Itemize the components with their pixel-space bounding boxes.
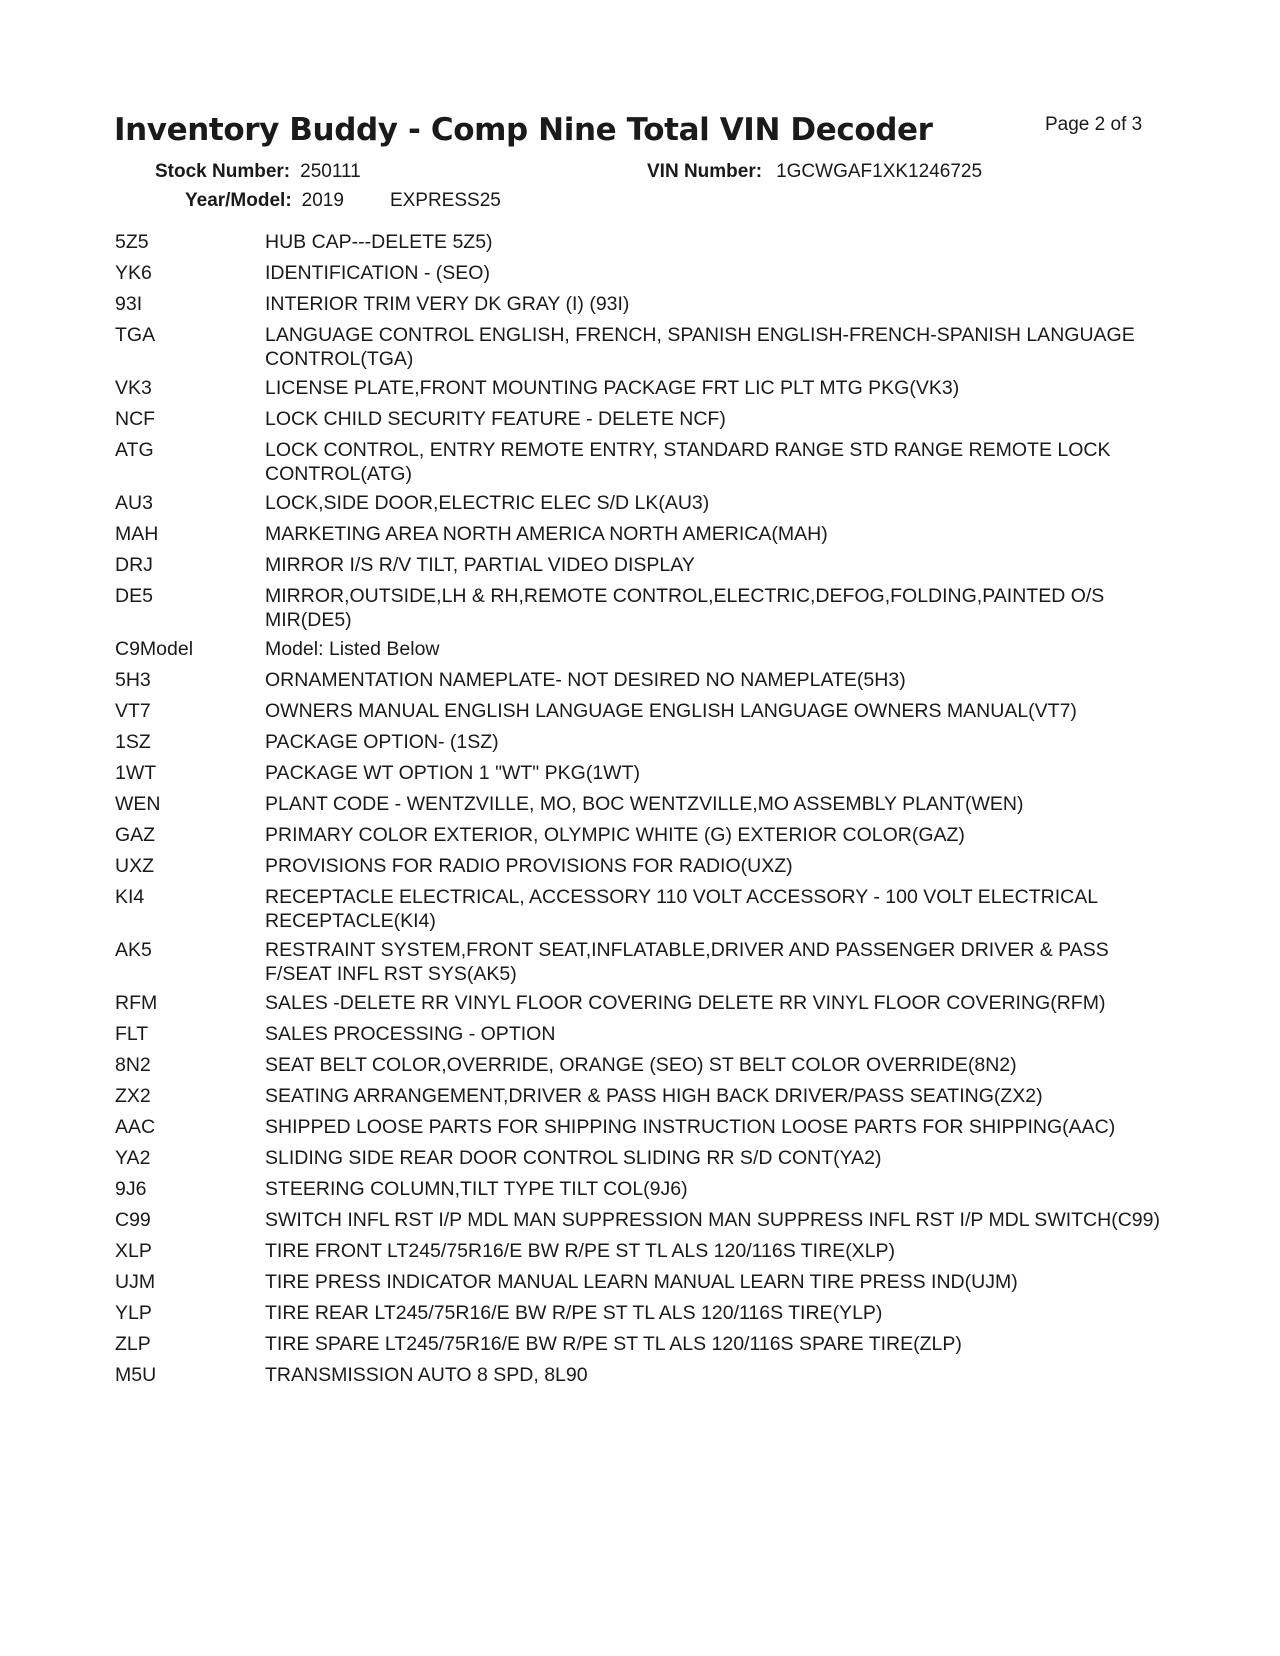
- option-code-list: [0, 230, 1280, 1394]
- option-code: C9Model: [115, 638, 194, 660]
- option-code: 1WT: [115, 762, 157, 784]
- option-code: AAC: [115, 1116, 156, 1138]
- option-code: 93I: [115, 293, 143, 315]
- option-description: LOCK CONTROL, ENTRY REMOTE ENTRY, STANDARD RANGE STD RANGE REMOTE LOCK CONTROL(ATG): [265, 439, 1111, 485]
- option-code: YK6: [115, 262, 152, 284]
- option-description: OWNERS MANUAL ENGLISH LANGUAGE ENGLISH LANGUAGE OWNERS MANUAL(VT7): [265, 700, 1077, 722]
- option-code: 5Z5: [115, 231, 149, 253]
- option-description: PLANT CODE - WENTZVILLE, MO, BOC WENTZVILLE,MO ASSEMBLY PLANT(WEN): [265, 793, 1024, 815]
- vin-number-value: 1GCWGAF1XK1246725: [776, 161, 983, 182]
- option-code: RFM: [115, 992, 158, 1014]
- option-row: [0, 1363, 1280, 1387]
- option-description: LICENSE PLATE,FRONT MOUNTING PACKAGE FRT LIC PLT MTG PKG(VK3): [265, 377, 960, 399]
- option-code: GAZ: [115, 824, 156, 846]
- option-row: [0, 991, 1280, 1015]
- option-code: 9J6: [115, 1178, 147, 1200]
- option-row: [0, 1022, 1280, 1046]
- option-description: SWITCH INFL RST I/P MDL MAN SUPPRESSION MAN SUPPRESS INFL RST I/P MDL SWITCH(C99): [265, 1209, 1160, 1231]
- option-description: TIRE FRONT LT245/75R16/E BW R/PE ST TL ALS 120/116S TIRE(XLP): [265, 1240, 896, 1262]
- option-description: INTERIOR TRIM VERY DK GRAY (I) (93I): [265, 293, 630, 315]
- option-code: UJM: [115, 1271, 156, 1293]
- model-value: EXPRESS25: [389, 190, 501, 211]
- stock-number-field: [155, 161, 361, 183]
- document-title: Inventory Buddy - Comp Nine Total VIN Decoder: [114, 112, 933, 148]
- year-model-field: [185, 190, 501, 212]
- option-description: TRANSMISSION AUTO 8 SPD, 8L90: [265, 1364, 588, 1386]
- option-row: [0, 792, 1280, 816]
- option-row: [0, 699, 1280, 723]
- option-description: PRIMARY COLOR EXTERIOR, OLYMPIC WHITE (G) EXTERIOR COLOR(GAZ): [265, 824, 965, 846]
- option-code: VK3: [115, 377, 152, 399]
- option-code: YA2: [115, 1147, 151, 1169]
- option-code: ZLP: [115, 1333, 151, 1355]
- option-row: [0, 637, 1280, 661]
- option-code: DRJ: [115, 554, 153, 576]
- option-code: ATG: [115, 439, 154, 461]
- option-code: M5U: [115, 1364, 157, 1386]
- option-description: PACKAGE WT OPTION 1 "WT" PKG(1WT): [265, 762, 640, 784]
- option-description: RECEPTACLE ELECTRICAL, ACCESSORY 110 VOLT ACCESSORY - 100 VOLT ELECTRICAL RECEPTACLE(KI4): [265, 886, 1098, 932]
- page-indicator: Page 2 of 3: [1045, 114, 1143, 135]
- option-code: VT7: [115, 700, 151, 722]
- stock-number-value: 250111: [300, 161, 361, 182]
- option-row: [0, 438, 1280, 486]
- option-row: [0, 522, 1280, 546]
- option-row: [0, 584, 1280, 632]
- option-row: [0, 376, 1280, 400]
- option-description: TIRE SPARE LT245/75R16/E BW R/PE ST TL ALS 120/116S SPARE TIRE(ZLP): [265, 1333, 962, 1355]
- year-model-label: Year/Model:: [185, 190, 292, 211]
- option-row: [0, 1301, 1280, 1325]
- option-row: [0, 1084, 1280, 1108]
- option-code: XLP: [115, 1240, 152, 1262]
- option-row: [0, 823, 1280, 847]
- option-row: [0, 1239, 1280, 1263]
- stock-number-label: Stock Number:: [155, 161, 291, 182]
- option-row: [0, 553, 1280, 577]
- option-code: WEN: [115, 793, 161, 815]
- option-description: Model: Listed Below: [265, 638, 440, 660]
- option-row: [0, 668, 1280, 692]
- option-row: [0, 730, 1280, 754]
- option-row: [0, 761, 1280, 785]
- option-row: [0, 261, 1280, 285]
- option-description: SALES -DELETE RR VINYL FLOOR COVERING DELETE RR VINYL FLOOR COVERING(RFM): [265, 992, 1106, 1014]
- option-code: AU3: [115, 492, 153, 514]
- option-code: AK5: [115, 939, 152, 961]
- option-description: SEATING ARRANGEMENT,DRIVER & PASS HIGH BACK DRIVER/PASS SEATING(ZX2): [265, 1085, 1043, 1107]
- option-code: UXZ: [115, 855, 154, 877]
- option-description: ORNAMENTATION NAMEPLATE- NOT DESIRED NO NAMEPLATE(5H3): [265, 669, 906, 691]
- option-description: MARKETING AREA NORTH AMERICA NORTH AMERICA(MAH): [265, 523, 828, 545]
- option-code: ZX2: [115, 1085, 151, 1107]
- option-description: RESTRAINT SYSTEM,FRONT SEAT,INFLATABLE,DRIVER AND PASSENGER DRIVER & PASS F/SEAT INFL RST SYS(AK5): [265, 939, 1109, 985]
- option-code: KI4: [115, 886, 145, 908]
- option-code: DE5: [115, 585, 153, 607]
- option-description: LANGUAGE CONTROL ENGLISH, FRENCH, SPANISH ENGLISH-FRENCH-SPANISH LANGUAGE CONTROL(TGA): [265, 324, 1135, 370]
- option-row: [0, 1270, 1280, 1294]
- option-description: IDENTIFICATION - (SEO): [265, 262, 490, 284]
- year-value: 2019: [301, 190, 344, 211]
- option-row: [0, 1208, 1280, 1232]
- option-row: [0, 938, 1280, 986]
- option-row: [0, 407, 1280, 431]
- option-row: [0, 491, 1280, 515]
- option-row: [0, 885, 1280, 933]
- option-description: TIRE PRESS INDICATOR MANUAL LEARN MANUAL LEARN TIRE PRESS IND(UJM): [265, 1271, 1018, 1293]
- option-row: [0, 1146, 1280, 1170]
- option-row: [0, 1177, 1280, 1201]
- option-row: [0, 323, 1280, 371]
- option-code: NCF: [115, 408, 156, 430]
- option-description: SHIPPED LOOSE PARTS FOR SHIPPING INSTRUCTION LOOSE PARTS FOR SHIPPING(AAC): [265, 1116, 1116, 1138]
- vin-number-field: [647, 161, 982, 183]
- option-row: [0, 1053, 1280, 1077]
- option-description: LOCK,SIDE DOOR,ELECTRIC ELEC S/D LK(AU3): [265, 492, 710, 514]
- option-code: MAH: [115, 523, 159, 545]
- option-code: 5H3: [115, 669, 151, 691]
- option-description: PROVISIONS FOR RADIO PROVISIONS FOR RADIO(UXZ): [265, 855, 793, 877]
- option-row: [0, 854, 1280, 878]
- option-description: STEERING COLUMN,TILT TYPE TILT COL(9J6): [265, 1178, 688, 1200]
- option-code: FLT: [115, 1023, 149, 1045]
- option-description: SLIDING SIDE REAR DOOR CONTROL SLIDING RR S/D CONT(YA2): [265, 1147, 882, 1169]
- option-description: MIRROR,OUTSIDE,LH & RH,REMOTE CONTROL,ELECTRIC,DEFOG,FOLDING,PAINTED O/S MIR(DE5): [265, 585, 1105, 631]
- option-description: HUB CAP---DELETE 5Z5): [265, 231, 493, 253]
- option-description: MIRROR I/S R/V TILT, PARTIAL VIDEO DISPLAY: [265, 554, 695, 576]
- option-description: SEAT BELT COLOR,OVERRIDE, ORANGE (SEO) ST BELT COLOR OVERRIDE(8N2): [265, 1054, 1017, 1076]
- option-code: C99: [115, 1209, 151, 1231]
- option-row: [0, 1332, 1280, 1356]
- option-description: PACKAGE OPTION- (1SZ): [265, 731, 499, 753]
- option-description: LOCK CHILD SECURITY FEATURE - DELETE NCF): [265, 408, 726, 430]
- option-row: [0, 1115, 1280, 1139]
- option-code: 8N2: [115, 1054, 151, 1076]
- option-row: [0, 292, 1280, 316]
- option-description: TIRE REAR LT245/75R16/E BW R/PE ST TL ALS 120/116S TIRE(YLP): [265, 1302, 883, 1324]
- option-description: SALES PROCESSING - OPTION: [265, 1023, 556, 1045]
- option-code: YLP: [115, 1302, 152, 1324]
- option-code: 1SZ: [115, 731, 151, 753]
- option-row: [0, 230, 1280, 254]
- option-code: TGA: [115, 324, 156, 346]
- vin-number-label: VIN Number:: [647, 161, 763, 182]
